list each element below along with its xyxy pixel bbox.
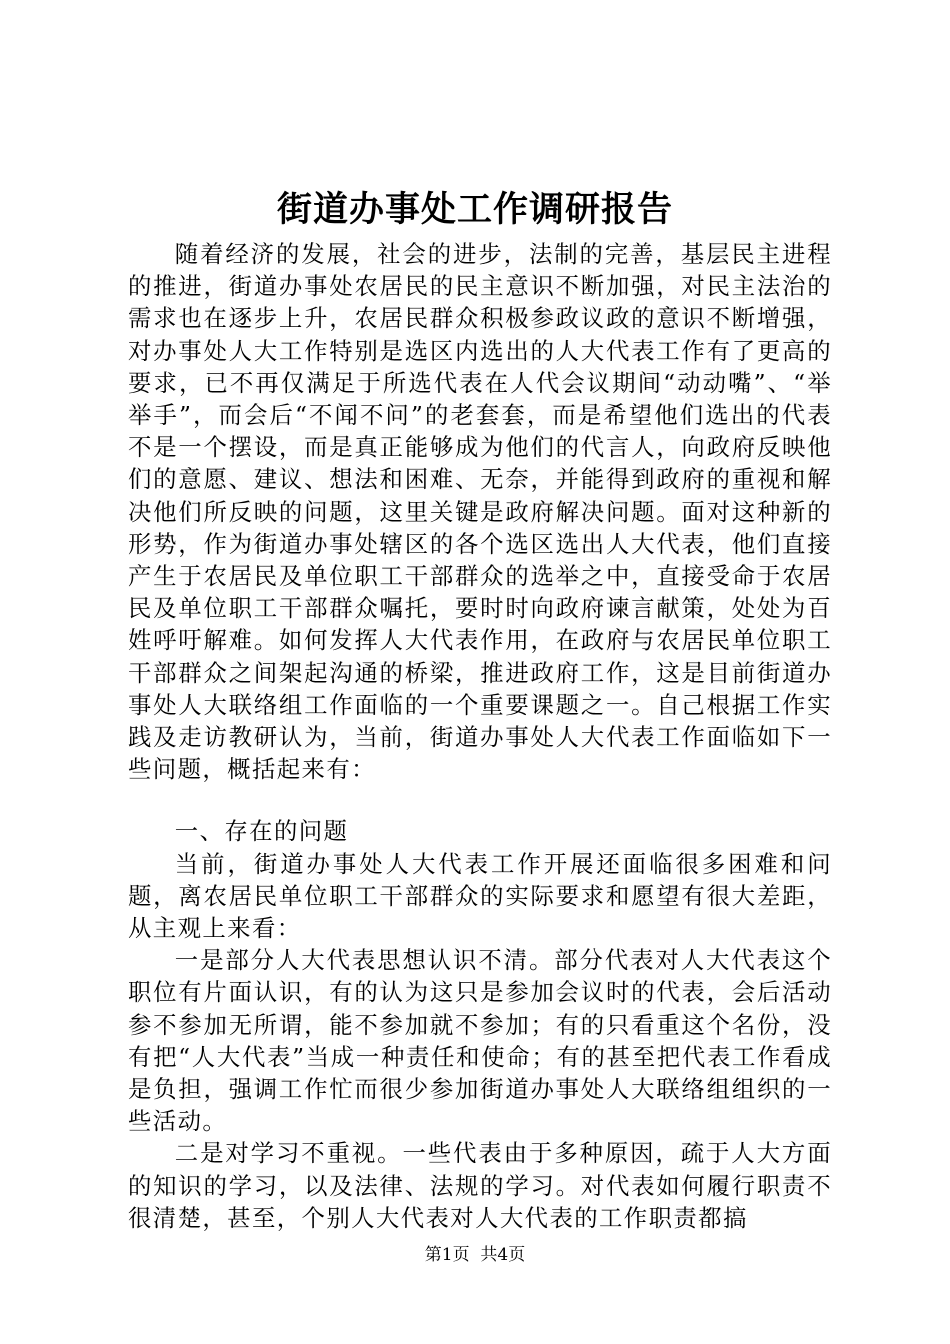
paragraph-intro: 随着经济的发展，社会的进步，法制的完善，基层民主进程的推进，街道办事处农居民的民主意识不断加强，对民主法治的需求也在逐步上升，农居民群众积极参政议政的意识不断增强，对办事处人大工作特别是选区内选出的人大代表工作有了更高的要求，已不再仅满足于所选代表在人代会议期间“动动嘴”、“举举手”，而会后“不闻不问”的老套套，而是希望他们选出的代表不是一个摆设，而是真正能够成为他们的代言人，向政府反映他们的意愿、建议、想法和困难、无奈，并能得到政府的重视和解决他们所反映的问题，这里关键是政府解决问题。面对这种新的形势，作为街道办事处辖区的各个选区选出人大代表，他们直接产生于农居民及单位职工干部群众的选举之中，直接受命于农居民及单位职工干部群众嘱托，要时时向政府谏言献策，处处为百姓呼吁解难。如何发挥人大代表作用，在政府与农居民单位职工干部群众之间架起沟通的桥梁，推进政府工作，这是目前街道办事处人大联络组工作面临的一个重要课题之一。自己根据工作实践及走访教研认为，当前，街道办事处人大代表工作面临如下一些问题，概括起来有： xyxy=(128,240,832,784)
paragraph-current-status: 当前，街道办事处人大代表工作开展还面临很多困难和问题，离农居民单位职工干部群众的实际要求和愿望有很大差距，从主观上来看： xyxy=(128,849,832,943)
section-heading-problems: 一、存在的问题 xyxy=(174,817,349,846)
document-body xyxy=(128,238,832,1234)
paragraph-point-one: 一是部分人大代表思想认识不清。部分代表对人大代表这个职位有片面认识，有的认为这只是参加会议时的代表，会后活动参不参加无所谓，能不参加就不参加；有的只看重这个名份，没有把“人大代表”当成一种责任和使命；有的甚至把代表工作看成是负担，强调工作忙而很少参加街道办事处人大联络组组织的一些活动。 xyxy=(128,946,832,1136)
paragraph-point-two: 二是对学习不重视。一些代表由于多种原因，疏于人大方面的知识的学习，以及法律、法规的学习。对代表如何履行职责不很清楚，甚至，个别人大代表对人大代表的工作职责都搞 xyxy=(128,1139,832,1232)
page-title: 街道办事处工作调研报告 xyxy=(276,189,673,230)
page-footer: 第1页 共4页 xyxy=(424,1245,526,1265)
